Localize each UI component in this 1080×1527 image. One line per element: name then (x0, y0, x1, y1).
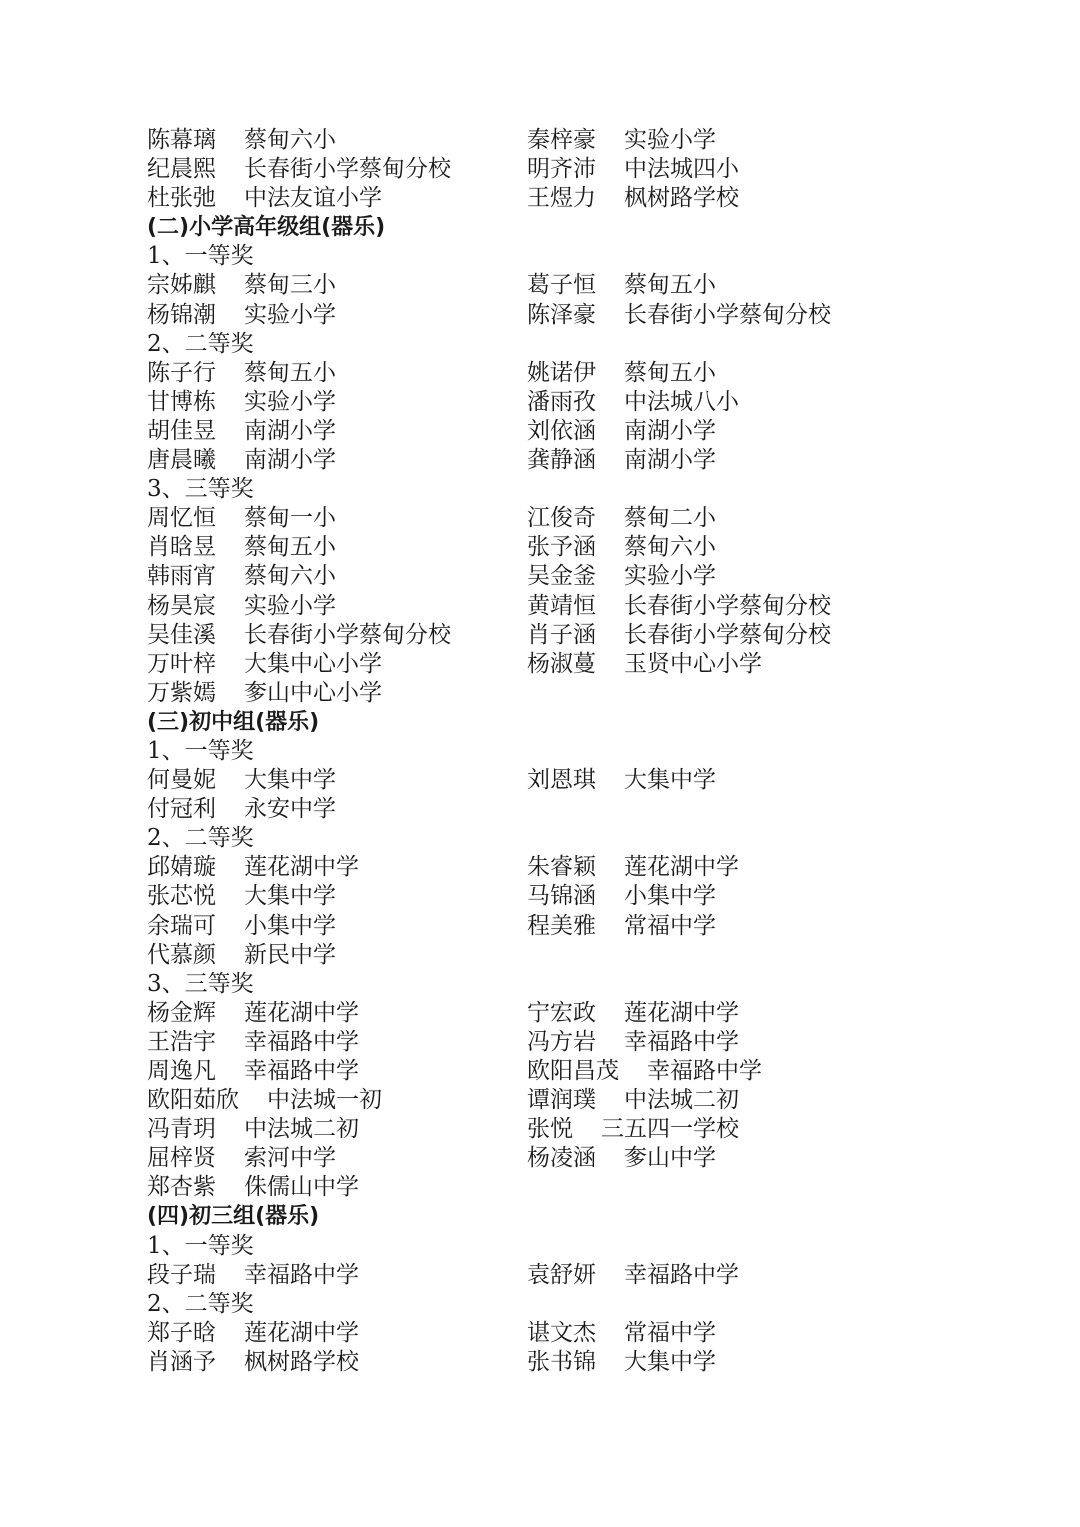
award-row (147, 650, 947, 679)
school-name: 幸福路中学 (624, 1261, 739, 1288)
award-row (147, 388, 947, 417)
student-name: 万叶梓 (147, 650, 216, 677)
award-row (147, 301, 947, 330)
student-name: 陈泽豪 (527, 301, 596, 328)
entry-right (527, 1144, 716, 1173)
student-name: 马锦涵 (527, 883, 596, 910)
award-row (147, 621, 947, 650)
entry-left (147, 679, 382, 708)
student-name: 韩雨宵 (147, 563, 216, 590)
student-name: 龚静涵 (527, 447, 596, 474)
school-name: 莲花湖中学 (624, 854, 739, 881)
entry-left (147, 1348, 359, 1377)
award-row (147, 1086, 947, 1115)
award-level: 1、一等奖 (147, 1232, 254, 1259)
entry-left (147, 1173, 359, 1202)
award-row (147, 766, 947, 795)
section-heading: (二)小学高年级组(器乐) (147, 215, 386, 241)
student-name: 肖晗昱 (147, 534, 216, 561)
student-name: 杨金辉 (147, 999, 216, 1026)
school-name: 侏儒山中学 (244, 1174, 359, 1201)
school-name: 玉贤中心小学 (624, 650, 762, 677)
student-name: 屈梓贤 (147, 1145, 216, 1172)
student-name: 王煜力 (527, 185, 596, 212)
school-name: 大集中心小学 (244, 650, 382, 677)
school-name: 幸福路中学 (624, 1028, 739, 1055)
student-name: 周忆恒 (147, 505, 216, 532)
student-name: 谭润璞 (527, 1087, 596, 1114)
award-row (147, 533, 947, 562)
school-name: 三五四一学校 (601, 1116, 739, 1143)
entry-left (147, 1144, 336, 1173)
student-name: 张芯悦 (147, 883, 216, 910)
school-name: 大集中学 (624, 1348, 716, 1375)
award-row (147, 1057, 947, 1086)
student-name: 刘恩琪 (527, 767, 596, 794)
student-name: 邱婧璇 (147, 854, 216, 881)
entry-left (147, 417, 336, 446)
student-name: 葛子恒 (527, 272, 596, 299)
student-name: 杜张弛 (147, 185, 216, 212)
school-name: 蔡甸五小 (624, 359, 716, 386)
student-name: 唐晨曦 (147, 447, 216, 474)
school-name: 莲花湖中学 (244, 1319, 359, 1346)
entry-left (147, 1261, 359, 1290)
award-level: 2、二等奖 (147, 1290, 254, 1317)
student-name: 冯方岩 (527, 1028, 596, 1055)
award-row (147, 882, 947, 911)
school-name: 实验小学 (244, 592, 336, 619)
entry-left (147, 650, 382, 679)
student-name: 陈子行 (147, 359, 216, 386)
school-name: 幸福路中学 (244, 1058, 359, 1084)
school-name: 莲花湖中学 (244, 854, 359, 881)
student-name: 杨昊宸 (147, 592, 216, 619)
school-name: 常福中学 (624, 1319, 716, 1346)
entry-right (527, 766, 716, 795)
student-name: 姚诺伊 (527, 359, 596, 386)
school-name: 蔡甸六小 (244, 563, 336, 590)
entry-right (527, 359, 716, 388)
student-name: 程美雅 (527, 912, 596, 939)
entry-left (147, 592, 336, 621)
school-name: 幸福路中学 (244, 1261, 359, 1288)
student-name: 甘博栋 (147, 388, 216, 415)
student-name: 肖涵予 (147, 1348, 216, 1375)
school-name: 实验小学 (244, 301, 336, 328)
school-name: 常福中学 (624, 912, 716, 939)
award-row (147, 1144, 947, 1173)
entry-right (527, 562, 716, 591)
entry-right (527, 417, 716, 446)
entry-right (527, 533, 716, 562)
entry-right (527, 853, 739, 882)
school-name: 新民中学 (244, 941, 336, 968)
school-name: 蔡甸五小 (244, 534, 336, 561)
entry-left (147, 446, 336, 475)
entry-right (527, 592, 831, 621)
school-name: 小集中学 (244, 912, 336, 939)
school-name: 大集中学 (624, 767, 716, 794)
entry-right (527, 301, 831, 330)
entry-left (147, 1115, 359, 1144)
entry-right (527, 388, 739, 417)
award-level: 2、二等奖 (147, 330, 254, 357)
entry-left (147, 271, 336, 300)
school-name: 南湖小学 (244, 417, 336, 444)
award-row (147, 359, 947, 388)
entry-left (147, 388, 336, 417)
student-name: 黄靖恒 (527, 592, 596, 619)
entry-left (147, 562, 336, 591)
award-row (147, 912, 947, 941)
school-name: 中法友谊小学 (244, 185, 382, 212)
school-name: 枫树路学校 (624, 185, 739, 212)
entry-right (527, 126, 716, 155)
school-name: 长春街小学蔡甸分校 (244, 156, 451, 183)
school-name: 实验小学 (244, 388, 336, 415)
school-name: 实验小学 (624, 563, 716, 590)
entry-left (147, 184, 382, 213)
school-name: 中法城八小 (624, 388, 739, 415)
entry-left (147, 155, 451, 184)
student-name: 王浩宇 (147, 1028, 216, 1055)
school-name: 实验小学 (624, 127, 716, 153)
school-name: 大集中学 (244, 767, 336, 794)
award-level: 3、三等奖 (147, 970, 254, 997)
award-row (147, 999, 947, 1028)
entry-right (527, 1348, 716, 1377)
award-row (147, 1115, 947, 1144)
entry-right (527, 1115, 739, 1144)
school-name: 蔡甸二小 (624, 505, 716, 532)
award-level: 1、一等奖 (147, 243, 254, 270)
student-name: 刘依涵 (527, 417, 596, 444)
student-name: 冯青玥 (147, 1116, 216, 1143)
student-name: 付冠利 (147, 796, 216, 823)
entry-left (147, 1086, 382, 1115)
award-row (147, 446, 947, 475)
student-name: 郑子晗 (147, 1319, 216, 1346)
entry-right (527, 155, 739, 184)
student-name: 杨锦潮 (147, 301, 216, 328)
entry-left (147, 912, 336, 941)
school-name: 蔡甸五小 (244, 359, 336, 386)
award-row (147, 504, 947, 533)
award-row (147, 562, 947, 591)
award-row (147, 1173, 947, 1202)
entry-right (527, 271, 716, 300)
student-name: 郑杏紫 (147, 1174, 216, 1201)
entry-left (147, 941, 336, 970)
school-name: 小集中学 (624, 883, 716, 910)
award-row (147, 126, 947, 155)
entry-right (527, 1319, 716, 1348)
student-name: 纪晨熙 (147, 156, 216, 183)
student-name: 吴佳溪 (147, 621, 216, 648)
student-name: 张悦 (527, 1116, 573, 1143)
school-name: 索河中学 (244, 1145, 336, 1172)
entry-right (527, 650, 762, 679)
student-name: 宁宏政 (527, 999, 596, 1026)
school-name: 枫树路学校 (244, 1348, 359, 1375)
award-row (147, 1028, 947, 1057)
entry-left (147, 999, 359, 1028)
school-name: 永安中学 (244, 796, 336, 823)
award-row (147, 1319, 947, 1348)
award-level: 1、一等奖 (147, 737, 254, 764)
student-name: 陈幕璃 (147, 127, 216, 153)
school-name: 蔡甸三小 (244, 272, 336, 299)
award-row (147, 592, 947, 621)
school-name: 奓山中学 (624, 1145, 716, 1172)
student-name: 秦梓豪 (527, 127, 596, 153)
student-name: 宗姊麒 (147, 272, 216, 299)
student-name: 江俊奇 (527, 505, 596, 532)
award-row (147, 184, 947, 213)
award-row (147, 795, 947, 824)
student-name: 欧阳茹欣 (147, 1087, 239, 1114)
student-name: 肖子涵 (527, 621, 596, 648)
student-name: 杨凌涵 (527, 1145, 596, 1172)
section-heading: (四)初三组(器乐) (147, 1204, 320, 1230)
school-name: 南湖小学 (624, 417, 716, 444)
school-name: 长春街小学蔡甸分校 (244, 621, 451, 648)
award-list-document (147, 126, 947, 1377)
entry-left (147, 533, 336, 562)
student-name: 何曼妮 (147, 767, 216, 794)
award-row (147, 941, 947, 970)
student-name: 潘雨孜 (527, 388, 596, 415)
award-row (147, 271, 947, 300)
entry-right (527, 504, 716, 533)
school-name: 蔡甸六小 (624, 534, 716, 561)
entry-right (527, 912, 716, 941)
entry-right (527, 621, 831, 650)
student-name: 段子瑞 (147, 1261, 216, 1288)
award-row (147, 853, 947, 882)
award-row (147, 1261, 947, 1290)
award-row (147, 417, 947, 446)
school-name: 中法城四小 (624, 156, 739, 183)
student-name: 明齐沛 (527, 156, 596, 183)
entry-left (147, 1319, 359, 1348)
entry-left (147, 621, 451, 650)
student-name: 代慕颜 (147, 941, 216, 968)
award-level: 3、三等奖 (147, 476, 254, 503)
school-name: 长春街小学蔡甸分校 (624, 621, 831, 648)
student-name: 余瑞可 (147, 912, 216, 939)
award-level: 2、二等奖 (147, 825, 254, 852)
school-name: 蔡甸一小 (244, 505, 336, 532)
entry-right (527, 1261, 739, 1290)
entry-right (527, 1086, 739, 1115)
school-name: 中法城二初 (244, 1116, 359, 1143)
entry-left (147, 1057, 359, 1086)
school-name: 长春街小学蔡甸分校 (624, 592, 831, 619)
entry-right (527, 1028, 739, 1057)
school-name: 奓山中心小学 (244, 679, 382, 706)
student-name: 谌文杰 (527, 1319, 596, 1346)
section-heading: (三)初中组(器乐) (147, 709, 320, 735)
entry-right (527, 999, 739, 1028)
school-name: 莲花湖中学 (244, 999, 359, 1026)
student-name: 吴金釜 (527, 563, 596, 590)
entry-left (147, 126, 336, 155)
student-name: 欧阳昌茂 (527, 1058, 619, 1084)
entry-right (527, 882, 716, 911)
entry-left (147, 766, 336, 795)
student-name: 杨淑蔓 (527, 650, 596, 677)
school-name: 长春街小学蔡甸分校 (624, 301, 831, 328)
student-name: 袁舒妍 (527, 1261, 596, 1288)
entry-left (147, 301, 336, 330)
school-name: 蔡甸五小 (624, 272, 716, 299)
entry-left (147, 359, 336, 388)
entry-left (147, 504, 336, 533)
school-name: 幸福路中学 (647, 1058, 762, 1084)
school-name: 中法城一初 (267, 1087, 382, 1114)
school-name: 莲花湖中学 (624, 999, 739, 1026)
school-name: 中法城二初 (624, 1087, 739, 1114)
student-name: 胡佳昱 (147, 417, 216, 444)
award-row (147, 155, 947, 184)
school-name: 南湖小学 (244, 447, 336, 474)
entry-right (527, 184, 739, 213)
entry-left (147, 853, 359, 882)
entry-left (147, 1028, 359, 1057)
school-name: 蔡甸六小 (244, 127, 336, 153)
student-name: 张予涵 (527, 534, 596, 561)
student-name: 张书锦 (527, 1348, 596, 1375)
award-row (147, 1348, 947, 1377)
school-name: 南湖小学 (624, 447, 716, 474)
award-row (147, 679, 947, 708)
school-name: 幸福路中学 (244, 1028, 359, 1055)
entry-right (527, 446, 716, 475)
student-name: 朱睿颖 (527, 854, 596, 881)
student-name: 万紫嫣 (147, 679, 216, 706)
school-name: 大集中学 (244, 883, 336, 910)
student-name: 周逸凡 (147, 1058, 216, 1084)
entry-left (147, 795, 336, 824)
entry-left (147, 882, 336, 911)
entry-right (527, 1057, 762, 1086)
